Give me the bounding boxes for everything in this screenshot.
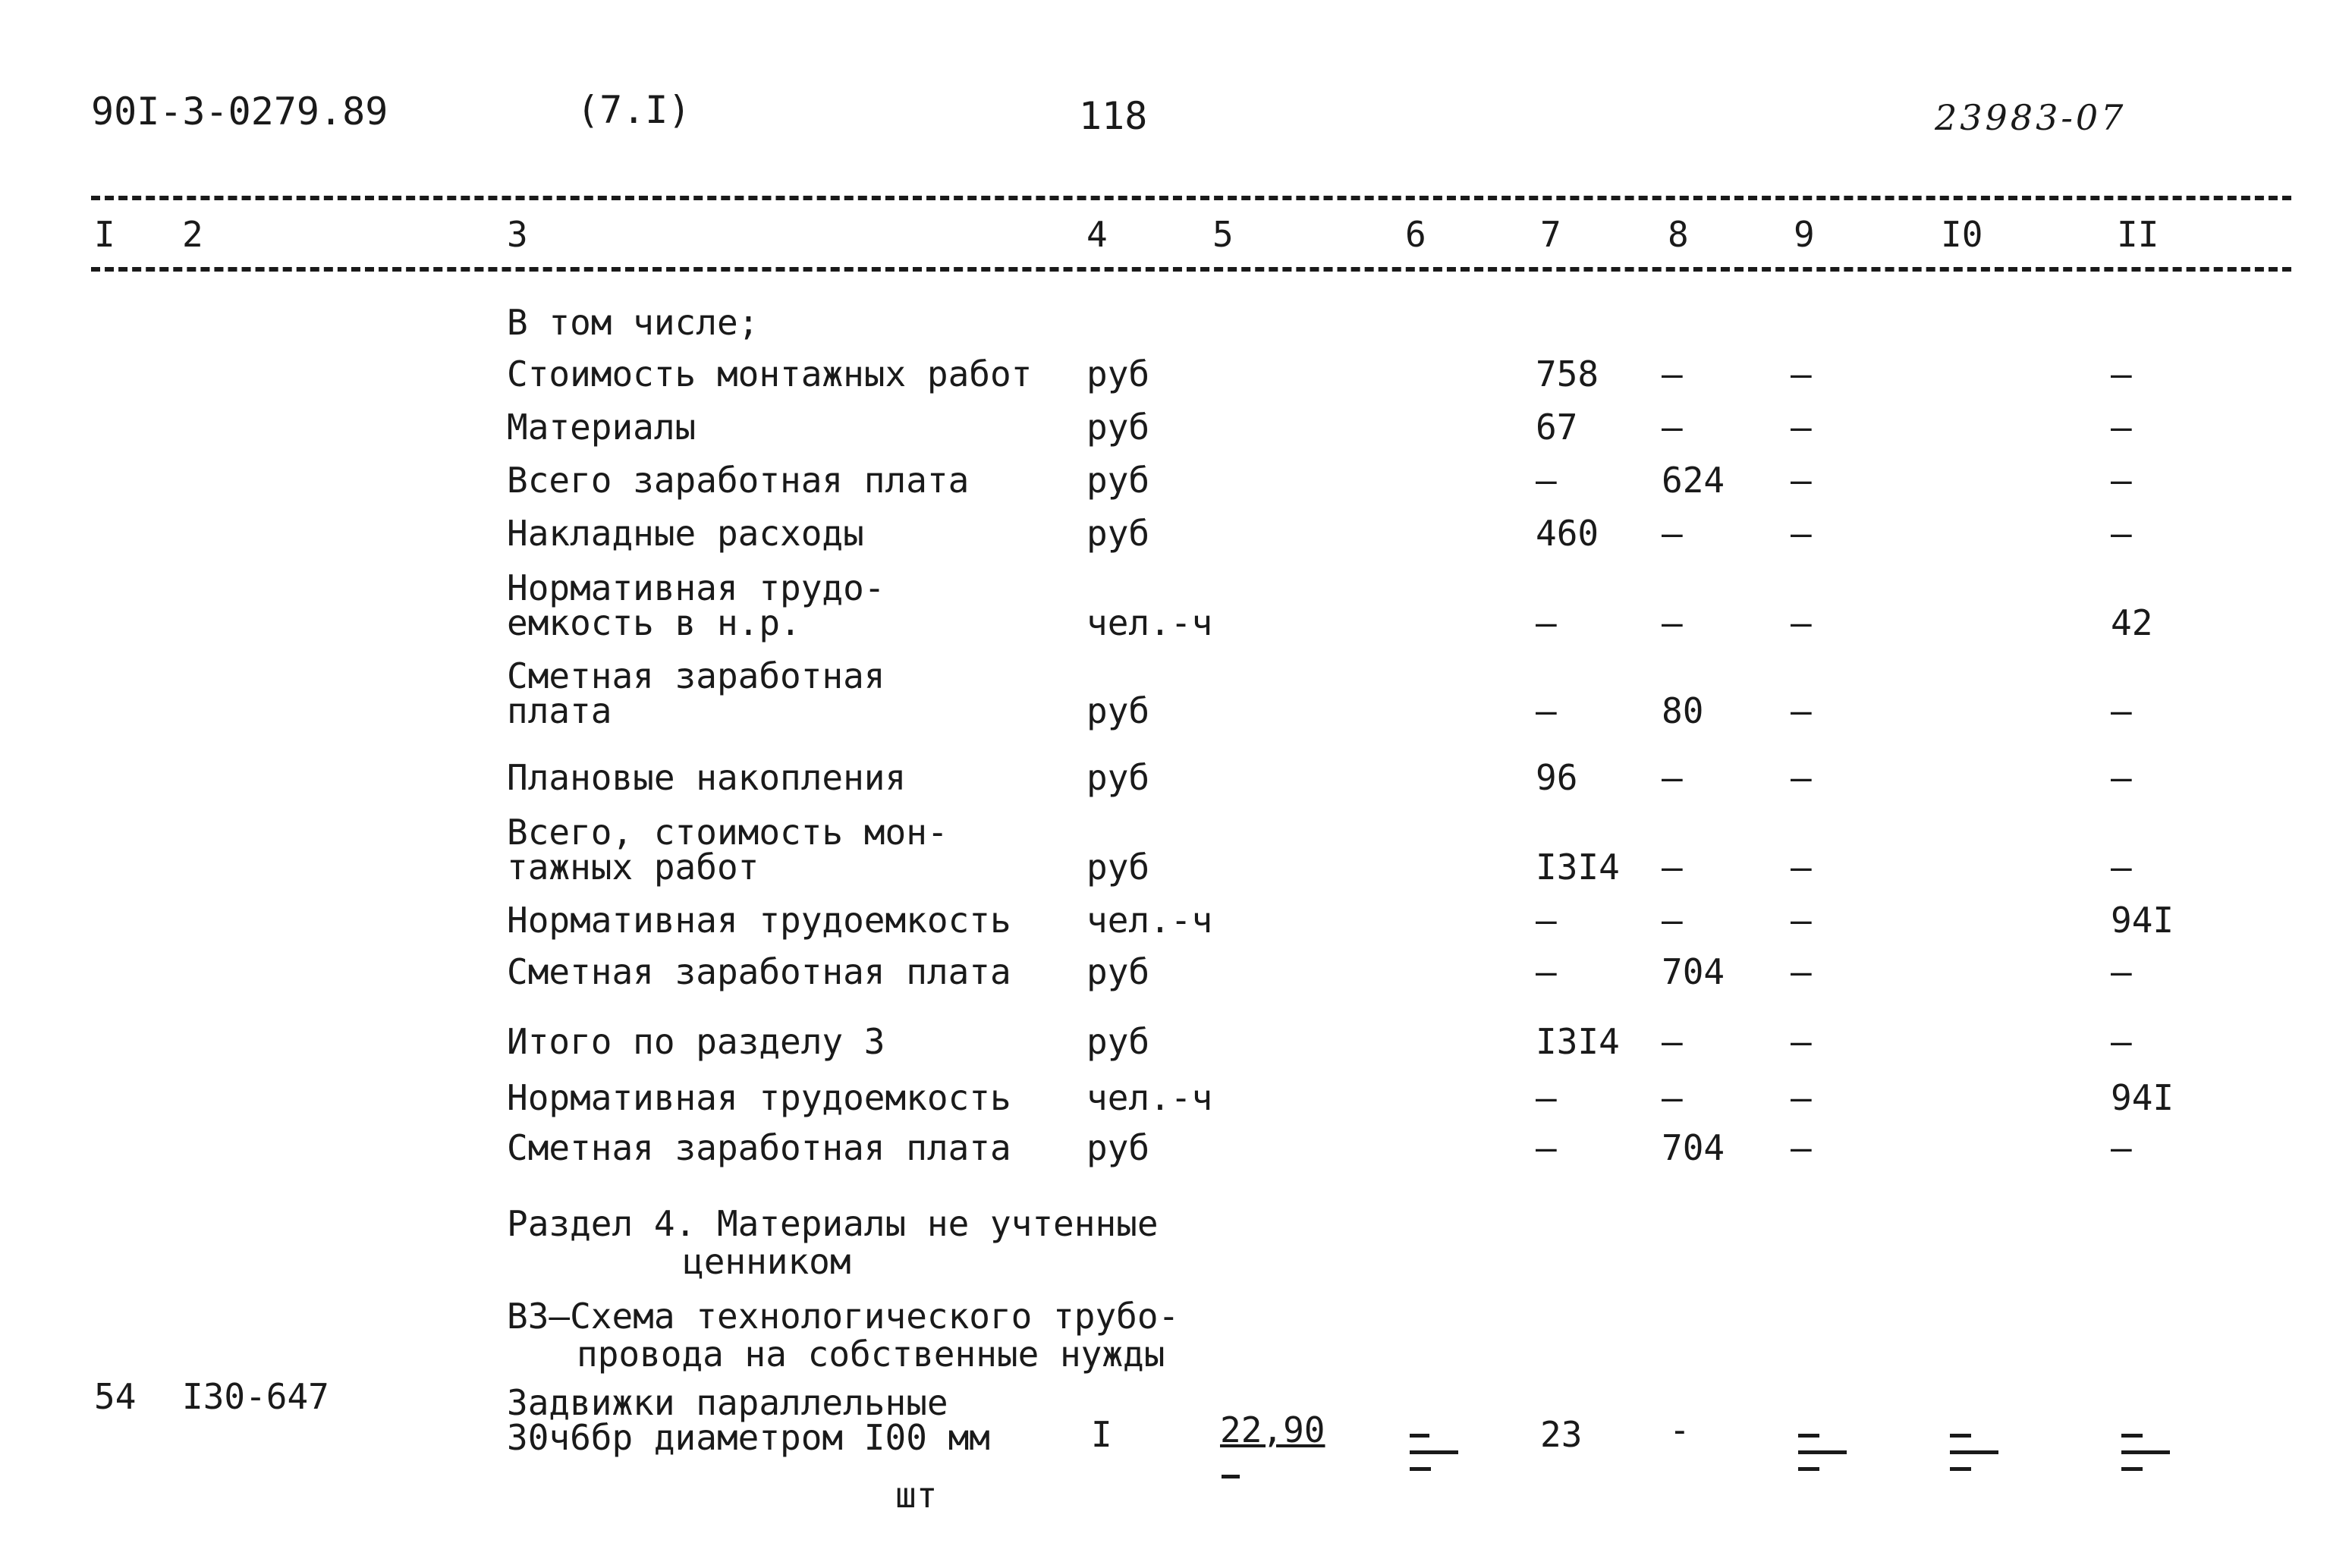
section-title-line-1: Раздел 4. Материалы не учтенные (507, 1203, 1159, 1244)
dash-mark (1950, 1434, 1971, 1438)
row-col11: – (2111, 354, 2132, 394)
row-col11: – (2111, 847, 2132, 888)
row-col9: – (1791, 407, 1812, 448)
dash-mark (1950, 1450, 1998, 1454)
row-unit: руб (1086, 690, 1150, 731)
row-col8: – (1662, 513, 1683, 554)
row-col11: 94I (2111, 900, 2174, 941)
column-header-11: II (2117, 214, 2159, 255)
row-description: Нормативная трудоемкость (507, 1077, 1011, 1118)
row-col11: – (2111, 1021, 2132, 1062)
row-unit: руб (1086, 757, 1150, 798)
row-col8: 624 (1662, 460, 1725, 501)
row-description: Всего заработная плата (507, 460, 970, 501)
row-description: Нормативная трудо- (507, 567, 885, 608)
row-col8: – (1662, 602, 1683, 643)
row-col11: – (2111, 757, 2132, 798)
row-description: Всего, стоимость мон- (507, 812, 948, 853)
row-description: Накладные расходы (507, 513, 864, 554)
row-description: Плановые накопления (507, 757, 907, 798)
row-col8: – (1662, 1077, 1683, 1118)
row-col8: – (1662, 757, 1683, 798)
row-col7: – (1536, 1127, 1557, 1168)
dash-mark (1410, 1434, 1429, 1438)
row-description: емкость в н.р. (507, 602, 801, 643)
row-col9: – (1791, 690, 1812, 731)
row-description: Сметная заработная плата (507, 951, 1011, 992)
handwritten-number: 23983-07 (1935, 97, 2127, 138)
row-description: Материалы (507, 407, 696, 448)
row-col8: – (1662, 847, 1683, 888)
item-description-line-1: Задвижки параллельные (507, 1382, 948, 1423)
row-unit: руб (1086, 354, 1150, 394)
dash-mark (1410, 1450, 1458, 1454)
header-rule-top (91, 196, 2291, 200)
row-col9: – (1791, 460, 1812, 501)
row-col8: – (1662, 354, 1683, 394)
row-col11: – (2111, 407, 2132, 448)
row-unit: руб (1086, 513, 1150, 554)
row-col7: – (1536, 460, 1557, 501)
row-description: Сметная заработная плата (507, 1127, 1011, 1168)
section-title-line-2: ценником (683, 1241, 851, 1282)
item-col8: - (1669, 1409, 1690, 1450)
row-col8: – (1662, 1021, 1683, 1062)
row-col9: – (1791, 602, 1812, 643)
row-description: тажных работ (507, 847, 759, 888)
column-header-6: 6 (1405, 214, 1426, 255)
row-col7: I3I4 (1536, 1021, 1620, 1062)
row-col7: 67 (1536, 407, 1578, 448)
row-unit: руб (1086, 847, 1150, 888)
dash-mark (1222, 1475, 1240, 1478)
row-description: плата (507, 690, 612, 731)
column-header-1: I (94, 214, 115, 255)
row-col7: – (1536, 690, 1557, 731)
row-col7: – (1536, 900, 1557, 941)
dash-mark (1798, 1467, 1819, 1471)
row-col9: – (1791, 951, 1812, 992)
row-col9: – (1791, 847, 1812, 888)
row-description: Стоимость монтажных работ (507, 354, 1033, 394)
column-header-5: 5 (1212, 214, 1234, 255)
row-col9: – (1791, 1077, 1812, 1118)
row-col11: – (2111, 460, 2132, 501)
row-col8: 704 (1662, 951, 1725, 992)
row-col7: – (1536, 1077, 1557, 1118)
item-description-line-2: 30ч6бр диаметром I00 мм (507, 1417, 990, 1458)
section-subtitle-line-2: провода на собственные нужды (577, 1334, 1165, 1375)
row-description: Итого по разделу 3 (507, 1021, 885, 1062)
row-col7: I3I4 (1536, 847, 1620, 888)
row-unit: чел.-ч (1086, 900, 1213, 941)
row-col8: – (1662, 407, 1683, 448)
row-col7: – (1536, 602, 1557, 643)
page-number: 118 (1079, 94, 1148, 138)
row-unit: чел.-ч (1086, 1077, 1213, 1118)
row-col8: – (1662, 900, 1683, 941)
row-col9: – (1791, 757, 1812, 798)
row-col7: – (1536, 951, 1557, 992)
row-col11: 42 (2111, 602, 2153, 643)
dash-mark (1798, 1434, 1819, 1438)
section-subtitle-line-1: В3–Схема технологического трубо- (507, 1296, 1180, 1337)
row-description: Нормативная трудоемкость (507, 900, 1011, 941)
row-col9: – (1791, 900, 1812, 941)
row-unit: руб (1086, 951, 1150, 992)
row-unit: руб (1086, 460, 1150, 501)
column-header-10: I0 (1941, 214, 1983, 255)
header-rule-bottom (91, 267, 2291, 272)
row-col11: – (2111, 1127, 2132, 1168)
row-unit: руб (1086, 1021, 1150, 1062)
item-unit: шт (895, 1475, 938, 1516)
dash-mark (1410, 1467, 1431, 1471)
row-col11: 94I (2111, 1077, 2174, 1118)
row-description: Сметная заработная (507, 655, 885, 696)
row-col11: – (2111, 513, 2132, 554)
item-quantity: I (1091, 1414, 1112, 1455)
dash-mark (1950, 1467, 1971, 1471)
row-col7: 96 (1536, 757, 1578, 798)
row-col9: – (1791, 1021, 1812, 1062)
column-header-7: 7 (1540, 214, 1561, 255)
column-header-3: 3 (507, 214, 528, 255)
column-header-4: 4 (1086, 214, 1108, 255)
row-col11: – (2111, 951, 2132, 992)
dash-mark (2121, 1434, 2143, 1438)
row-col7: 758 (1536, 354, 1599, 394)
row-description: В том числе; (507, 302, 759, 343)
document-code: 90I-3-0279.89 (91, 90, 388, 134)
column-header-2: 2 (182, 214, 203, 255)
row-col8: 704 (1662, 1127, 1725, 1168)
row-col9: – (1791, 513, 1812, 554)
row-col9: – (1791, 354, 1812, 394)
column-header-8: 8 (1668, 214, 1689, 255)
row-col9: – (1791, 1127, 1812, 1168)
row-unit: руб (1086, 1127, 1150, 1168)
column-header-9: 9 (1794, 214, 1815, 255)
item-number: 54 (94, 1376, 137, 1417)
row-unit: руб (1086, 407, 1150, 448)
dash-mark (2121, 1450, 2170, 1454)
section-reference: (7.I) (577, 88, 691, 132)
row-col8: 80 (1662, 690, 1704, 731)
dash-mark (2121, 1467, 2143, 1471)
row-col7: 460 (1536, 513, 1599, 554)
dash-mark (1798, 1450, 1847, 1454)
item-total: 23 (1540, 1414, 1583, 1455)
row-unit: чел.-ч (1086, 602, 1213, 643)
item-code: I30-647 (182, 1376, 329, 1417)
item-unit-price: 22,90 (1220, 1409, 1325, 1450)
row-col11: – (2111, 690, 2132, 731)
